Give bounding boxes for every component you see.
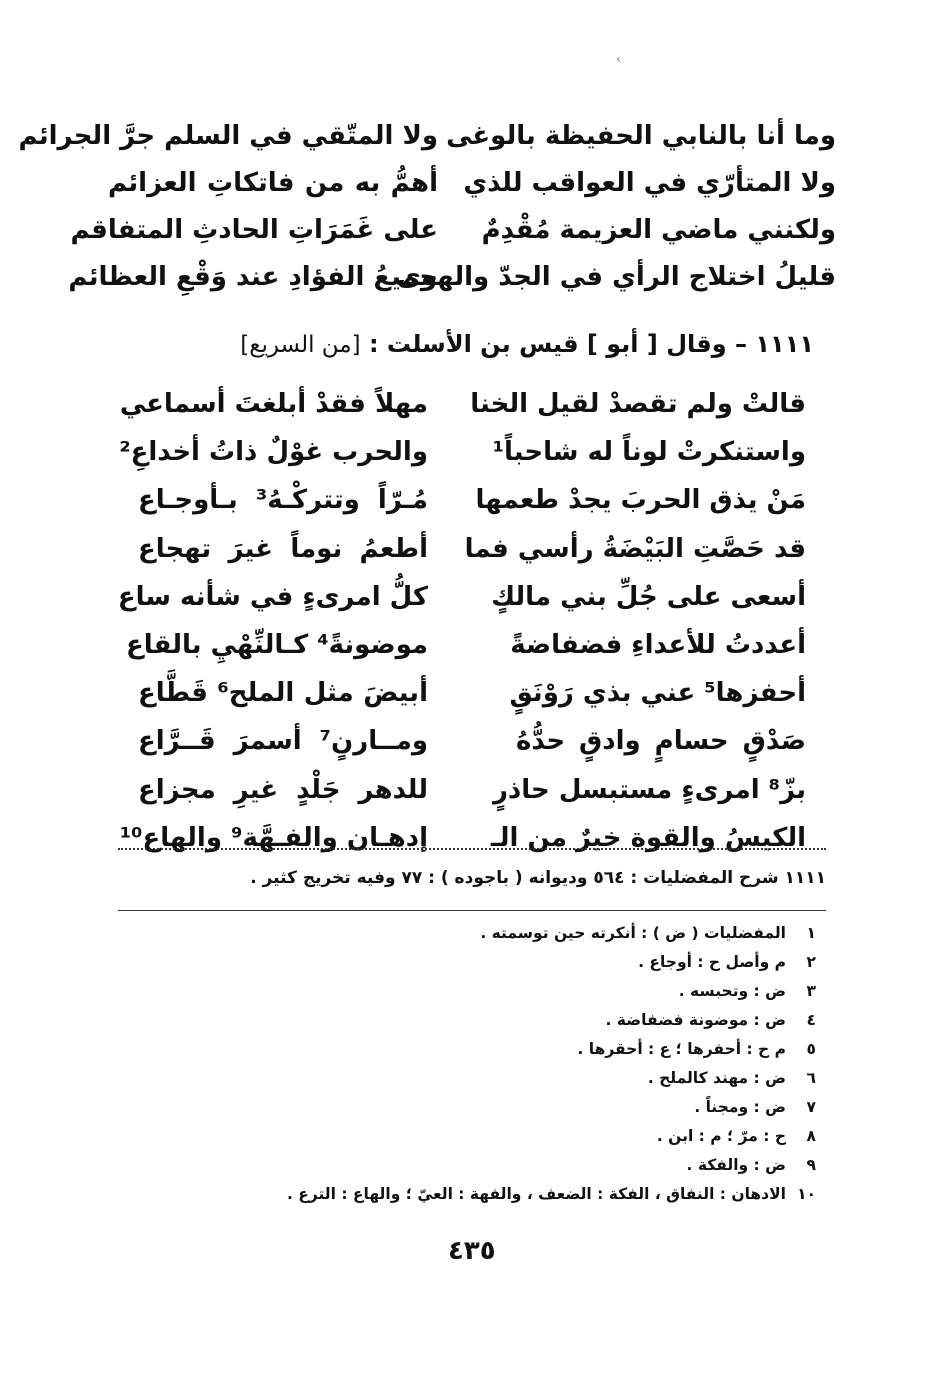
footnote-text: م ح : أحفرها ؛ ع : أحقرها . [577,1039,786,1058]
footnote [116,918,816,947]
verse-row [108,159,836,206]
footnote-number: ٧ [806,1098,816,1117]
verse-row [119,428,806,476]
verse-second-hemistich: أهمُّ به من فاتكاتِ العزائم [108,167,438,198]
footnote-divider [118,910,826,911]
verse-first-hemistich: أحفزها⁵ عني بذي رَوْنَقٍ [509,678,806,709]
footnote [116,976,816,1005]
verse-second-hemistich: للدهر جَلْدٍ غيرِ مجزاع [138,774,428,805]
verse-second-hemistich: والحرب غوْلٌ ذاتُ أخداعِ² [119,437,428,468]
footnote-number: ٢ [806,952,816,971]
footnote-text: ح : مرّ ؛ م : ابن . [656,1127,786,1146]
verse-second-hemistich: ولا المتّقي في السلم جرَّ الجرائم [18,120,438,151]
verse-second-hemistich: على غَمَرَاتِ الحادثِ المتفاقم [70,214,438,245]
verse-row [126,621,806,669]
footnote [116,1005,816,1034]
verse-row [138,669,806,717]
footnote-text: ض : والفكة . [686,1156,786,1175]
verse-first-hemistich: بزّ⁸ امرىءٍ مستبسل حاذرٍ [492,774,806,805]
footnote [116,1122,816,1151]
poem-block-previous [18,112,836,300]
footnote [116,947,816,976]
footnote-text: م وأصل ح : أوجاع . [638,952,786,971]
footnote-text: ض : موضونة فضفاضة . [605,1010,786,1029]
verse-row [119,380,806,428]
footnote-number: ٩ [806,1156,816,1175]
footnote-text: ض : مهند كالملح . [647,1069,786,1088]
verse-first-hemistich: الكيسُ والقوة خيرٌ من الـ [490,822,806,853]
footnote-number: ٨ [806,1127,816,1146]
verse-row [70,206,836,253]
verse-row [138,717,806,765]
verse-first-hemistich: ولكنني ماضي العزيمة مُقْدِمٌ [481,214,836,245]
verse-second-hemistich: جميعُ الفؤادِ عند وَقْعِ العظائم [68,261,438,292]
verse-row [138,766,806,814]
verse-first-hemistich: قليلُ اختلاج الرأي في الجدّ والهوى [397,261,836,292]
footnote-text: المفضليات ( ض ) : أنكرته حين توسمته . [480,923,786,942]
footnote-number: ١٠ [797,1185,816,1204]
verse-first-hemistich: أسعى على جُلِّ بني مالكٍ [491,581,806,612]
poem-heading [240,330,814,358]
verse-second-hemistich: ومــارنٍ⁷ أسمرَ قَــرَّاع [138,726,428,757]
heading-dash: – [735,330,748,358]
footnote-number: ٤ [806,1010,816,1029]
footnote [116,1180,816,1209]
verse-row [117,573,806,621]
verse-first-hemistich: ولا المتأرّي في العواقب للذي [463,167,836,198]
footnote-text: الادهان : النفاق ، الفكة : الضعف ، والفهة : العيّ ؛ والهاع : الترع . [286,1185,786,1204]
footnote [116,1093,816,1122]
poem-number: ١١١١ [755,330,814,358]
footnote [116,1034,816,1063]
page-number: ٤٣٥ [448,1236,496,1266]
footnote-text: ض : وتحبسه . [678,981,786,1000]
footnotes-list [116,918,816,1209]
verse-second-hemistich: مُـرّاً وتتركْـهُ³ بـأوجـاع [138,485,428,516]
verse-row [138,476,806,524]
footnote-number: ٥ [806,1039,816,1058]
verse-row [119,814,806,862]
verse-second-hemistich: موضونةً⁴ كـالنِّهْيِ بالقاع [126,630,428,661]
verse-second-hemistich: كلُّ امرىءٍ في شأنه ساع [117,581,428,612]
verse-first-hemistich: وما أنا بالنابي الحفيظة بالوغى [446,120,836,151]
verse-second-hemistich: مهلاً فقدْ أبلغتَ أسماعي [119,389,428,420]
verse-first-hemistich: أعددتُ للأعداءِ فضفاضةً [510,630,806,661]
footnote [116,1063,816,1092]
footnote-number: ٦ [806,1069,816,1088]
verse-second-hemistich: أبيضَ مثل الملح⁶ قَطَّاع [138,678,428,709]
source-reference: ١١١١ شرح المفضليات : ٥٦٤ وديوانه ( باجوده ) : ٧٧ وفيه تخريج كثير . [250,868,826,888]
footnote-text: ض : ومجناً . [694,1098,786,1117]
verse-first-hemistich: قد حَصَّتِ البَيْضَةُ رأسي فما [464,533,806,564]
top-mark: › [616,52,621,66]
verse-row [138,525,806,573]
verse-first-hemistich: مَنْ يذق الحربَ يجدْ طعمها [475,485,806,516]
dotted-divider [118,848,826,850]
verse-first-hemistich: واستنكرتْ لوناً له شاحباً¹ [492,437,806,468]
footnote-number: ١ [806,923,816,942]
footnote-number: ٣ [806,981,816,1000]
poem-attribution: وقال [ أبو ] قيس بن الأسلت : [368,330,727,358]
poem-block-1111 [117,380,806,862]
verse-second-hemistich: أطعمُ نوماً غيرَ تهجاع [138,533,428,564]
verse-first-hemistich: قالتْ ولم تقصدْ لقيل الخنا [470,389,806,420]
verse-row [18,112,836,159]
footnote [116,1151,816,1180]
verse-second-hemistich: إدهـان والفـهَّة⁹ والهاع¹⁰ [119,822,428,853]
verse-row [68,253,836,300]
poem-meter: [من السريع] [240,332,361,358]
verse-first-hemistich: صَدْقٍ حسامٍ وادقٍ حدُّهُ [516,726,806,757]
